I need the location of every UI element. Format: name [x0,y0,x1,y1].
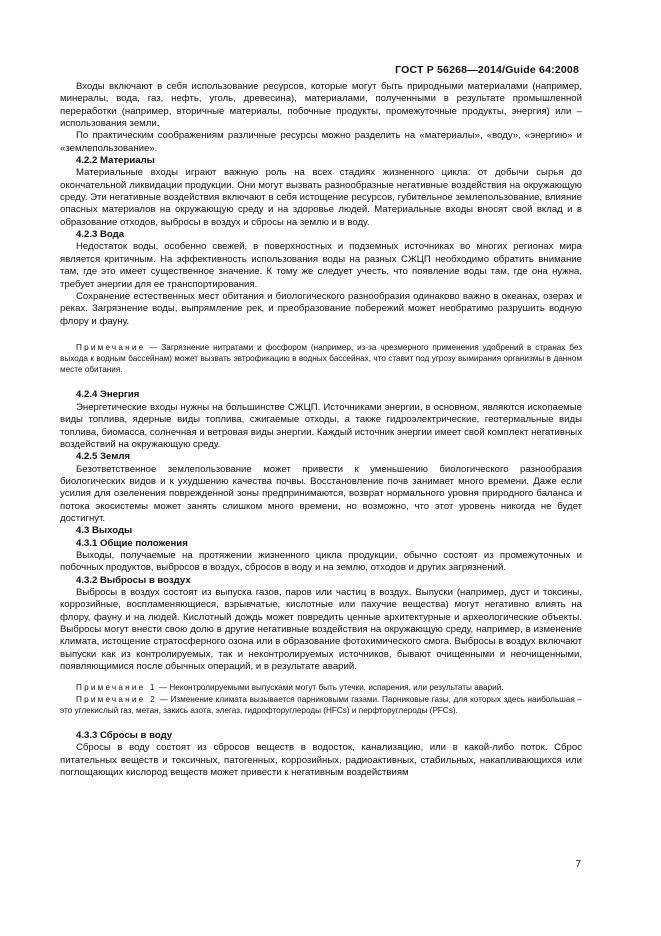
paragraph: Сохранение естественных мест обитания и биологического разнообразия одинаково важно в океанах, озерах и реках. Загрязнение воды, выпрямление рек, и преобразование побережий может необратимо разрушить водную флору и фауну. [60,290,582,327]
page-number: 7 [575,859,581,870]
paragraph: Материальные входы играют важную роль на всех стадиях жизненного цикла: от добычи сырья до окончательной ликвидации продукции. Они могут вызвать разнообразные негативные воздействия на окружающую среду. Эти негативные воздействия включают в себя истощение ресурсов, губительное землепользование, влияние опасных материалов на окружающую среду и на здоровье людей. Материальные входы вносят свой вклад и в образование отходов, выбросы в воздух и сбросы на землю и в воду. [60,167,582,228]
note-text: — Загрязнение нитратами и фосфором (например, из-за чрезмерного применения удобрений в странах без выхода к водным бассейнам) может вызвать эвтрофикацию в водных бассейнах, что ставит под угрозу вымирания организмы в данном месте обитания. [60,342,582,375]
note-label: Примечание [76,342,146,352]
spacer [60,375,582,389]
document-body [60,81,582,779]
paragraph: Энергетические входы нужны на большинстве СЖЦП. Источниками энергии, в основном, являются ископаемые виды топлива, ядерные виды топлива, сжигаемые отходы, а также гидроэлектрические, геотермальные виды топлива, биомасса, солнечная и ветровая виды энергии. Каждый источник энергии имеет свой комплект негативных воздействий на окружающую среду. [60,401,582,450]
note [60,342,582,376]
section-heading: 4.3.3 Сбросы в воду [76,730,173,741]
section-heading: 4.2.2 Материалы [76,155,155,167]
paragraph: Выходы, получаемые на протяжении жизненного цикла продукции, обычно состоят из промежуточных и побочных продуктов, выбросов в воздух, сбросов в воду и на землю, отходов и других загрязнений. [60,549,582,574]
note-label: Примечание 1 [76,683,157,693]
paragraph: Сбросы в воду состоят из сбросов веществ в водосток, канализацию, или в какой-либо поток. Сброс питательных веществ и токсичных, патогенных, коррозийных, радиоактивных, стабильных, накапливающихся или поглощающих кислород веществ может привести к негативным воздействиям [60,742,582,779]
section-heading: 4.2.4 Энергия [76,389,140,401]
spacer [60,328,582,342]
paragraph: Безответственное землепользование может привести к уменьшению биологического разнообразия биологических видов и к ухудшению качества почвы. Восстановление почв занимает много времени. Даже если усилия для озеленения поврежденной зоны предпринимаются, возврат нормального уровня природного баланса и потока экосистемы может занять слишком много времени, но возможно, что этот уровень никогда не будет достигнут. [60,463,582,524]
paragraph: Входы включают в себя использование ресурсов, которые могут быть природными материалами (например, минералы, вода, газ, нефть, уголь, древесина), материалами, полученными в результате промышленной переработки (например, вторичные материалы, побочные продукты, промежуточные продукты, энергия) или – использования земли. [60,81,582,130]
section-heading: 4.3 Выходы [76,525,133,537]
note [60,694,582,716]
section-heading: 4.3.2 Выбросы в воздух [76,574,191,586]
note [60,682,582,693]
section-heading: 4.2.5 Земля [76,451,131,463]
paragraph: Выбросы в воздух состоят из выпуска газов, паров или частиц в воздух. Выпуски (например, дуст и токсины, коррозийные, воспламеняющиеся, взрывчатые, кислотные или пахучие вещества) могут негативно влиять на флору, фауну и на людей. Кислотный дождь может повредить ценные архитектурные и археологические объекты. Выбросы могут внести свою долю в другие негативные воздействия на окружающую среду, например, в изменение климата, истощение стратосферного озона или в образование фотохимического смога. Выбросы в воздух включают выпуски как из контролируемых, так и неконтролируемых источников, бывают очищенными и неочищенными, появляющимися после обычных операций, и в результате аварий. [60,586,582,673]
paragraph: Недостаток воды, особенно свежей, в поверхностных и подземных источниках во многих регионах мира является критичным. На эффективность использования воды на разных СЖЦП необходимо обратить внимание там, где это имеет существенное значение. К тому же следует учесть, что появление воды там, где она нужна, требует энергии для ее транспортирования. [60,241,582,290]
paragraph: По практическим соображениям различные ресурсы можно разделить на «материалы», «воду», «энергию» и «землепользование». [60,130,582,154]
note-label: Примечание 2 [76,694,157,704]
section-heading: 4.2.3 Вода [76,229,125,241]
spacer [60,673,582,682]
spacer [60,716,582,730]
note-text: — Изменение климата вызывается парниковыми газами. Парниковые газы, для которых здесь наибольшая – это углекислый газ, метан, закись азота, элегаз, гидрофторуглероды (HFCs) и перфторуглероды (PFCs). [60,694,582,715]
section-heading: 4.3.1 Общие положения [76,537,188,549]
note-text: — Неконтролируемыми выпусками могут быть утечки, испарения, или результаты аварий. [156,683,504,693]
standard-header: ГОСТ Р 56268—2014/Guide 64:2008 [395,64,579,76]
